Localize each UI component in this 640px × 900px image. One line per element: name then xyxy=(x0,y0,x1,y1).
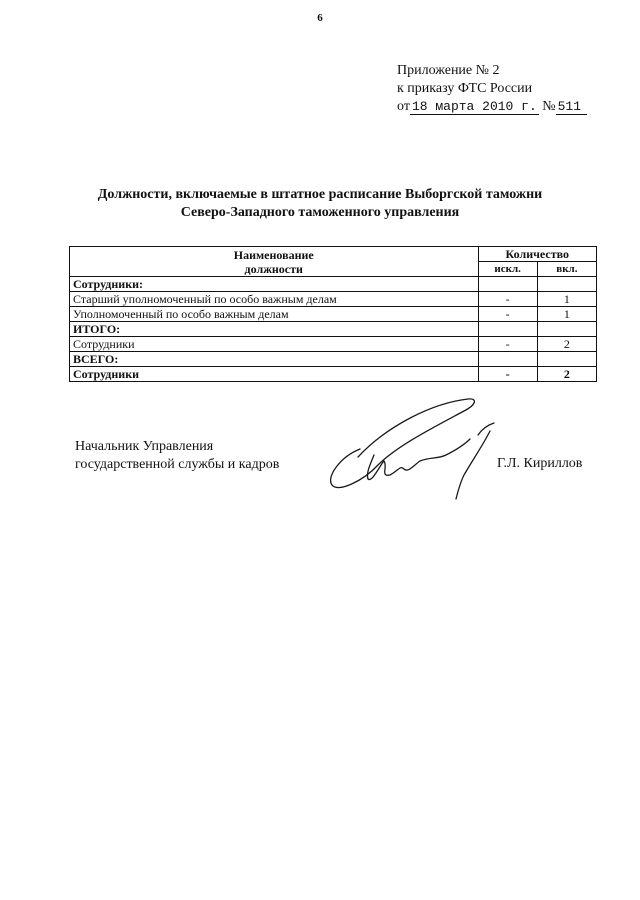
signatory-position xyxy=(75,438,279,474)
row-excluded xyxy=(478,277,537,292)
row-excluded: - xyxy=(478,307,537,322)
row-included: 1 xyxy=(537,307,596,322)
row-included: 2 xyxy=(537,337,596,352)
row-excluded: - xyxy=(478,337,537,352)
table-row xyxy=(70,352,597,367)
table-row xyxy=(70,367,597,382)
row-included xyxy=(537,322,596,337)
row-excluded xyxy=(478,322,537,337)
document-title xyxy=(40,186,600,222)
order-number: 511 xyxy=(556,99,587,115)
row-name: Сотрудники xyxy=(70,367,479,382)
row-name: Старший уполномоченный по особо важным делам xyxy=(70,292,479,307)
appendix-title: Приложение № 2 xyxy=(397,63,500,78)
signatory-position-line-2: государственной службы и кадров xyxy=(75,457,280,472)
row-name: Сотрудники xyxy=(70,337,479,352)
row-name: ВСЕГО: xyxy=(70,352,479,367)
header-included: вкл. xyxy=(537,262,596,277)
table-row xyxy=(70,292,597,307)
row-included xyxy=(537,352,596,367)
table-row xyxy=(70,307,597,322)
row-excluded: - xyxy=(478,292,537,307)
row-name: Уполномоченный по особо важным делам xyxy=(70,307,479,322)
positions-table xyxy=(69,246,597,382)
appendix-order-reference: к приказу ФТС России xyxy=(397,81,533,96)
header-position-name: Наименование должности xyxy=(70,247,479,277)
appendix-date-line xyxy=(397,98,587,116)
row-name: Сотрудники: xyxy=(70,277,479,292)
row-included: 1 xyxy=(537,292,596,307)
table-row xyxy=(70,337,597,352)
row-excluded xyxy=(478,352,537,367)
row-name: ИТОГО: xyxy=(70,322,479,337)
handwritten-signature xyxy=(318,395,508,505)
page-number: 6 xyxy=(317,12,323,24)
row-excluded: - xyxy=(478,367,537,382)
header-excluded: искл. xyxy=(478,262,537,277)
document-title-line-1: Должности, включаемые в штатное расписание Выборгской таможни xyxy=(97,187,543,202)
appendix-block xyxy=(397,62,587,116)
header-quantity: Количество xyxy=(478,247,596,262)
date-prefix: от xyxy=(397,99,410,114)
row-included xyxy=(537,277,596,292)
order-date: 18 марта 2010 г. xyxy=(411,99,537,114)
table-row xyxy=(70,322,597,337)
table-row xyxy=(70,277,597,292)
signatory-position-line-1: Начальник Управления xyxy=(75,439,214,454)
number-prefix: № xyxy=(542,99,556,114)
table-header-row xyxy=(70,247,597,262)
document-title-line-2: Северо-Западного таможенного управления xyxy=(180,205,460,220)
row-included: 2 xyxy=(537,367,596,382)
signatory-name: Г.Л. Кириллов xyxy=(497,456,583,471)
